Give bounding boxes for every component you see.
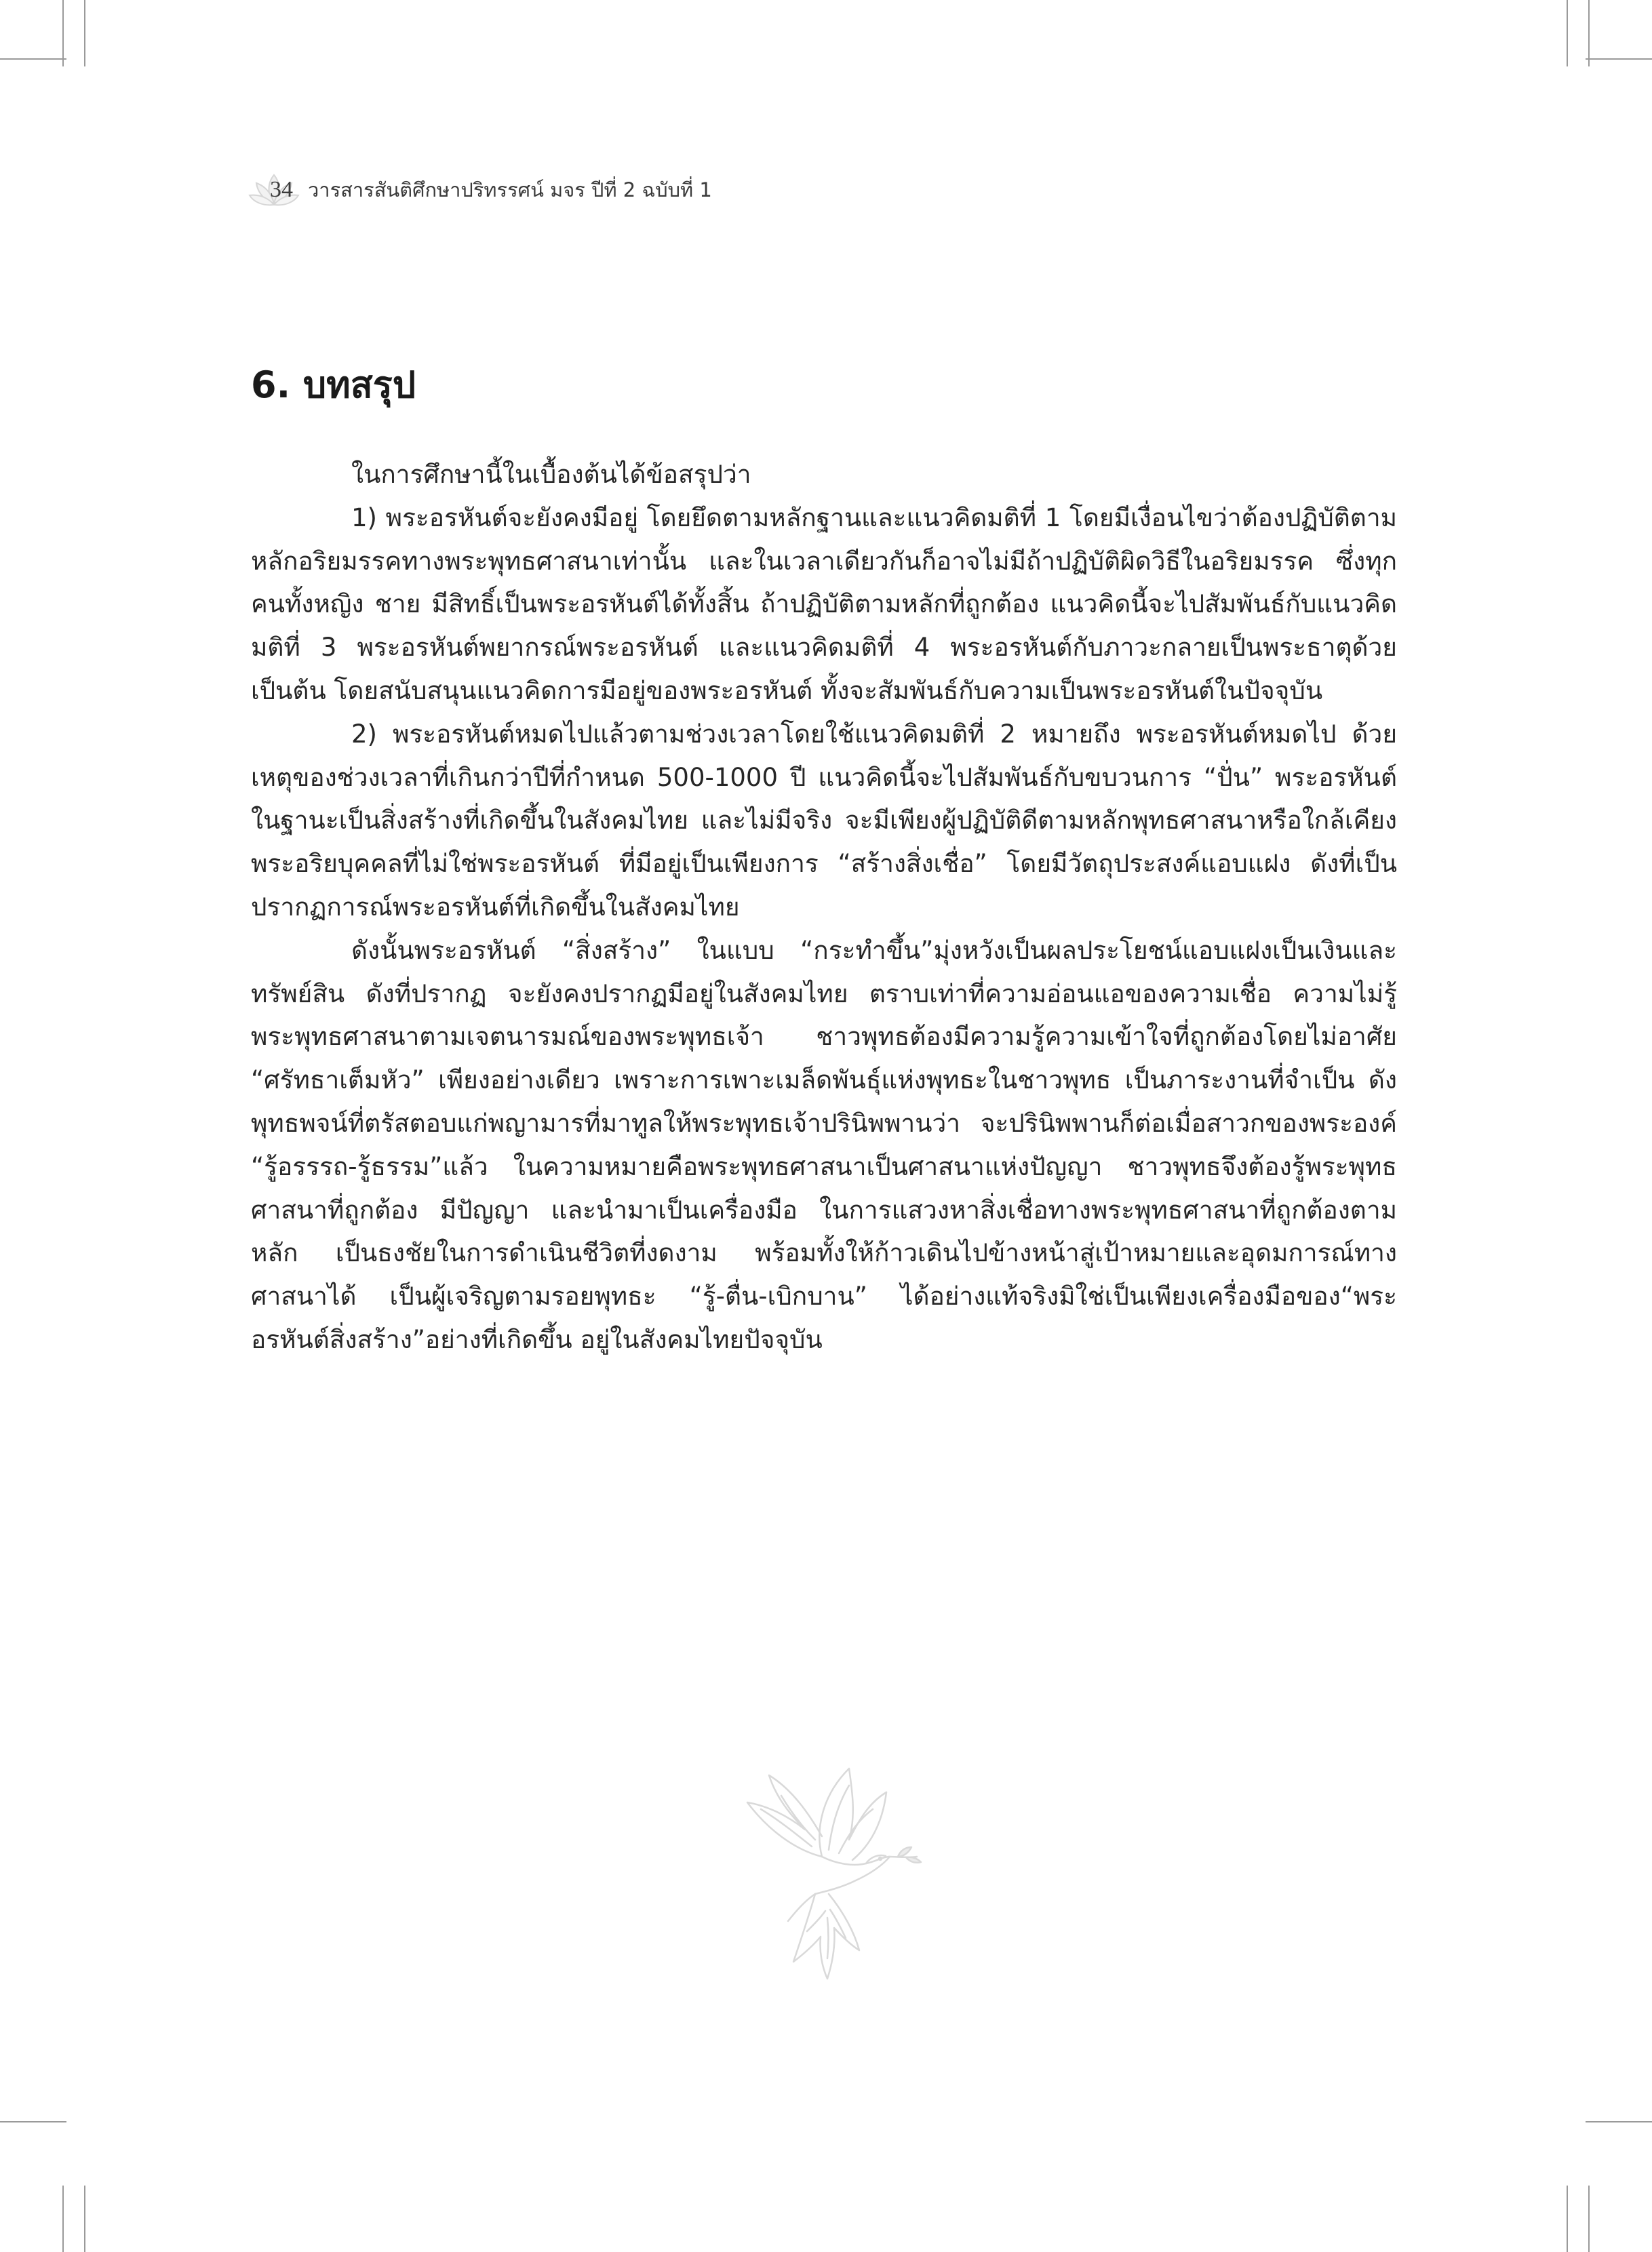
page-number: 34 xyxy=(270,177,293,202)
crop-mark-top-right-vertical-inner xyxy=(1567,0,1568,66)
crop-mark-bottom-right-vertical-inner xyxy=(1567,2186,1568,2252)
journal-title: วารสารสันติศึกษาปริทรรศน์ มจร ปีที่ 2 ฉบับที่ 1 xyxy=(308,178,712,201)
crop-mark-top-right-vertical xyxy=(1588,0,1590,66)
section-title: 6. บทสรุป xyxy=(251,363,416,406)
crop-mark-bottom-left-horizontal xyxy=(0,2121,66,2122)
crop-mark-bottom-left-vertical-inner xyxy=(84,2186,85,2252)
body-text xyxy=(251,453,1397,1362)
crop-mark-top-left-vertical xyxy=(62,0,64,66)
running-header xyxy=(251,168,712,212)
crop-mark-top-left-horizontal xyxy=(0,58,66,60)
closing-paragraph: ดังนั้นพระอรหันต์ “สิ่งสร้าง” ในแบบ “กระทำขึ้น”มุ่งหวังเป็นผลประโยชน์แอบแฝงเป็นเงินและทรัพย์สิน ดังที่ปรากฏ จะยังคงปรากฏมีอยู่ในสังคมไทย ตราบเท่าที่ความอ่อนแอของความเชื่อ ความไม่รู้พระพุทธศาสนาตามเจตนารมณ์ของพระพุทธเจ้า ชาวพุทธต้องมีความรู้ความเข้าใจที่ถูกต้องโดยไม่อาศัย “ศรัทธาเต็มหัว” เพียงอย่างเดียว เพราะการเพาะเมล็ดพันธุ์แห่งพุทธะในชาวพุทธ เป็นภาระงานที่จำเป็น ดังพุทธพจน์ที่ตรัสตอบแก่พญามารที่มาทูลให้พระพุทธเจ้าปรินิพพานว่า จะปรินิพพานก็ต่อเมื่อสาวกของพระองค์ “รู้อรรรถ-รู้ธรรม”แล้ว ในความหมายคือพระพุทธศาสนาเป็นศาสนาแห่งปัญญา ชาวพุทธจึงต้องรู้พระพุทธศาสนาที่ถูกต้อง มีปัญญา และนำมาเป็นเครื่องมือ ในการแสวงหาสิ่งเชื่อทางพระพุทธศาสนาที่ถูกต้องตามหลัก เป็นธงชัยในการดำเนินชีวิตที่งดงาม พร้อมทั้งให้ก้าวเดินไปข้างหน้าสู่เป้าหมายและอุดมการณ์ทางศาสนาได้ เป็นผู้เจริญตามรอยพุทธะ “รู้-ตื่น-เบิกบาน” ได้อย่างแท้จริงมิใช่เป็นเพียงเครื่องมือของ“พระอรหันต์สิ่งสร้าง”อย่างที่เกิดขึ้น อยู่ในสังคมไทยปัจจุบัน xyxy=(251,935,1397,1354)
crop-mark-bottom-left-vertical xyxy=(62,2186,64,2252)
dove-icon xyxy=(720,1755,928,1984)
crop-mark-bottom-right-horizontal xyxy=(1586,2121,1652,2122)
conclusion-point-1: 1) พระอรหันต์จะยังคงมีอยู่ โดยยึดตามหลักฐานและแนวคิดมติที่ 1 โดยมีเงื่อนไขว่าต้องปฏิบัติตามหลักอริยมรรคทางพระพุทธศาสนาเท่านั้น และในเวลาเดียวกันก็อาจไม่มีถ้าปฏิบัติผิดวิธีในอริยมรรค ซึ่งทุกคนทั้งหญิง ชาย มีสิทธิ์เป็นพระอรหันต์ได้ทั้งสิ้น ถ้าปฏิบัติตามหลักที่ถูกต้อง แนวคิดนี้จะไปสัมพันธ์กับแนวคิดมติที่ 3 พระอรหันต์พยากรณ์พระอรหันต์ และแนวคิดมติที่ 4 พระอรหันต์กับภาวะกลายเป็นพระธาตุด้วย เป็นต้น โดยสนับสนุนแนวคิดการมีอยู่ของพระอรหันต์ ทั้งจะสัมพันธ์กับความเป็นพระอรหันต์ในปัจจุบัน xyxy=(251,502,1397,705)
intro-paragraph: ในการศึกษานี้ในเบื้องต้นได้ข้อสรุปว่า xyxy=(351,460,751,489)
crop-mark-top-left-vertical-inner xyxy=(84,0,85,66)
crop-mark-top-right-horizontal xyxy=(1586,58,1652,60)
crop-mark-bottom-right-vertical xyxy=(1588,2186,1590,2252)
conclusion-point-2: 2) พระอรหันต์หมดไปแล้วตามช่วงเวลาโดยใช้แนวคิดมติที่ 2 หมายถึง พระอรหันต์หมดไป ด้วยเหตุของช่วงเวลาที่เกินกว่าปีที่กำหนด 500-1000 ปี แนวคิดนี้จะไปสัมพันธ์กับขบวนการ “ปั่น” พระอรหันต์ในฐานะเป็นสิ่งสร้างที่เกิดขึ้นในสังคมไทย และไม่มีจริง จะมีเพียงผู้ปฏิบัติดีตามหลักพุทธศาสนาหรือใกล้เคียง พระอริยบุคคลที่ไม่ใช่พระอรหันต์ ที่มีอยู่เป็นเพียงการ “สร้างสิ่งเชื่อ” โดยมีวัตถุประสงค์แอบแฝง ดังที่เป็นปรากฏการณ์พระอรหันต์ที่เกิดขึ้นในสังคมไทย xyxy=(251,719,1397,922)
